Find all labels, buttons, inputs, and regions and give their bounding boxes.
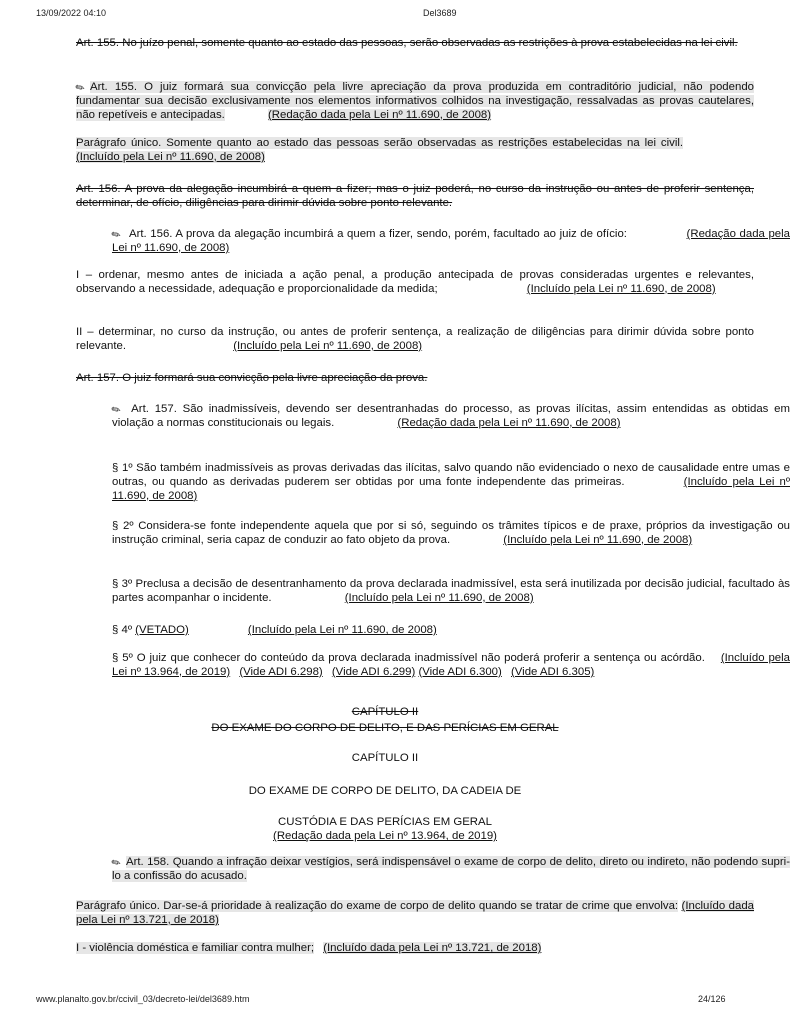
art156	[46, 228, 790, 256]
art157-par3-text: § 3º Preclusa a decisão de desentranhamento da prova declarada inadmissível, esta será inutilizada por decisão judicial, facultado às partes acompanhar o incidente.	[112, 578, 790, 604]
art155	[46, 81, 754, 122]
art156-text: Art. 156. A prova da alegação incumbirá a quem a fizer, sendo, porém, facultado ao juiz de ofício:	[128, 228, 627, 240]
art157-par5-ref-link[interactable]: (Incluído pela Lei nº 13.964, de 2019)	[112, 652, 790, 678]
art157-par5-text: § 5º O juiz que conhecer do conteúdo da prova declarada inadmissível não poderá proferir a sentença ou acórdão.	[112, 652, 705, 664]
art157-par2-text: § 2º Considera-se fonte independente aquela que por si só, seguindo os trâmites típicos e de praxe, próprios da investigação ou instrução criminal, seria capaz de conduzir ao fato objeto da prova.	[112, 520, 790, 546]
art157-par1	[46, 462, 790, 503]
art157-par4-text: § 4º	[112, 624, 132, 636]
art158-i-ref-link[interactable]: (Incluído dada pela Lei nº 13.721, de 2018)	[323, 942, 542, 954]
art156-ref-link[interactable]: (Redação dada pela Lei nº 11.690, de 2008)	[112, 228, 790, 254]
art158-inciso-i	[46, 942, 754, 956]
chapter-ref-link[interactable]: (Redação dada pela Lei nº 13.964, de 2019)	[273, 830, 497, 842]
art156-inciso-ii	[46, 326, 754, 354]
pin-icon: ✎	[109, 402, 124, 418]
art156-i-text: I – ordenar, mesmo antes de iniciada a ação penal, a produção antecipada de provas consideradas urgentes e relevantes, observando a necessidade, adequação e proporcionalidade da medida;	[76, 269, 754, 295]
chapter-title-line2: CUSTÓDIA E DAS PERÍCIAS EM GERAL	[278, 816, 492, 828]
chapter-number: CAPÍTULO II	[351, 752, 419, 764]
art158-pu-text: Parágrafo único. Dar-se-á prioridade à realização do exame de corpo de delito quando se tratar de crime que envolva:	[76, 900, 679, 912]
adi-6300-link[interactable]: (Vide ADI 6.300)	[418, 665, 502, 678]
art158-i-text: I - violência doméstica e familiar contra mulher;	[76, 942, 315, 954]
adi-6299-link[interactable]: (Vide ADI 6.299)	[331, 665, 416, 678]
art157-par2	[46, 520, 790, 548]
art157-par1-text: § 1º São também inadmissíveis as provas derivadas das ilícitas, salvo quando não evidenciado o nexo de causalidade entre umas e outras, ou quando as derivadas puderem ser obtidas por uma fonte independente das primeiras.	[112, 462, 790, 488]
art157-par3-ref-link[interactable]: (Incluído pela Lei nº 11.690, de 2008)	[344, 591, 534, 604]
art157-par1-ref-link[interactable]: (Incluído pela Lei nº 11.690, de 2008)	[112, 475, 790, 502]
adi-6298-link[interactable]: (Vide ADI 6.298)	[239, 665, 323, 678]
print-datetime: 13/09/2022 04:10	[36, 8, 107, 18]
pin-icon: ✎	[109, 227, 124, 243]
art157-par3	[46, 578, 790, 606]
art157-par5	[46, 652, 790, 680]
art158-paragrafo-unico	[46, 900, 754, 928]
art156-ii-text: II – determinar, no curso da instrução, ou antes de proferir sentença, a realização de diligências para dirimir dúvida sobre ponto relevante.	[76, 326, 754, 352]
art157-par2-ref-link[interactable]: (Incluído pela Lei nº 11.690, de 2008)	[503, 533, 693, 546]
chapter-ref	[46, 830, 724, 844]
old-chapter-number: CAPÍTULO II	[351, 706, 419, 718]
art155-revoked: Art. 155. No juízo penal, somente quanto ao estado das pessoas, serão observadas as restrições à prova estabelecidas na lei civil.	[76, 37, 738, 49]
art157-par4-ref-link[interactable]: (Incluído pela Lei nº 11.690, de 2008)	[247, 624, 437, 636]
pin-icon: ✎	[73, 80, 88, 96]
page-number: 24/126	[698, 994, 726, 1004]
art155-paragrafo-unico	[46, 137, 754, 165]
adi-6305-link[interactable]: (Vide ADI 6.305)	[510, 665, 595, 678]
art158-text: Art. 158. Quando a infração deixar vestígios, será indispensável o exame de corpo de delito, direto ou indireto, não podendo supri-lo a confissão do acusado.	[112, 856, 790, 882]
art155-ref-link[interactable]: (Redação dada pela Lei nº 11.690, de 2008)	[267, 108, 492, 121]
page-url: www.planalto.gov.br/ccivil_03/decreto-lei/del3689.htm	[36, 994, 250, 1004]
art156-revoked: Art. 156. A prova da alegação incumbirá a quem a fizer; mas o juiz poderá, no curso da instrução ou antes de proferir sentença, determinar, de ofício, diligências para dirimir dúvida sobre ponto relevante.	[76, 183, 754, 209]
chapter-title-line1: DO EXAME DE CORPO DE DELITO, DA CADEIA DE	[248, 785, 522, 797]
art157-par4	[46, 624, 790, 638]
vetado-link[interactable]: (VETADO)	[135, 624, 189, 636]
document-title: Del3689	[423, 8, 457, 18]
art156-ii-ref-link[interactable]: (Incluído pela Lei nº 11.690, de 2008)	[233, 339, 423, 352]
old-chapter-title: DO EXAME DO CORPO DE DELITO, E DAS PERÍCIAS EM GERAL	[211, 722, 559, 734]
pin-icon: ✎	[109, 855, 124, 871]
art157-revoked: Art. 157. O juiz formará sua convicção pela livre apreciação da prova.	[76, 372, 428, 384]
art158-pu-ref-link[interactable]: (Incluído dada pela Lei nº 13.721, de 2018)	[76, 900, 755, 926]
art158	[46, 856, 790, 884]
art157-text: Art. 157. São inadmissíveis, devendo ser desentranhadas do processo, as provas ilícitas, assim entendidas as obtidas em violação a normas constitucionais ou legais.	[112, 403, 790, 429]
art157-ref-link[interactable]: (Redação dada pela Lei nº 11.690, de 2008)	[397, 416, 621, 429]
art155-pu-ref-link[interactable]: (Incluído pela Lei nº 11.690, de 2008)	[76, 150, 265, 163]
art156-inciso-i	[46, 269, 754, 297]
art155-pu-text: Parágrafo único. Somente quanto ao estado das pessoas serão observadas as restrições estabelecidas na lei civil.	[76, 137, 684, 149]
art156-i-ref-link[interactable]: (Incluído pela Lei nº 11.690, de 2008)	[526, 282, 716, 295]
art155-text: Art. 155. O juiz formará sua convicção pela livre apreciação da prova produzida em contraditório judicial, não podendo fundamentar sua decisão exclusivamente nos elementos informativos colhidos na investigação, ressalvadas as provas cautelares, não repetíveis e antecipadas.	[76, 81, 754, 121]
art157	[46, 403, 790, 431]
